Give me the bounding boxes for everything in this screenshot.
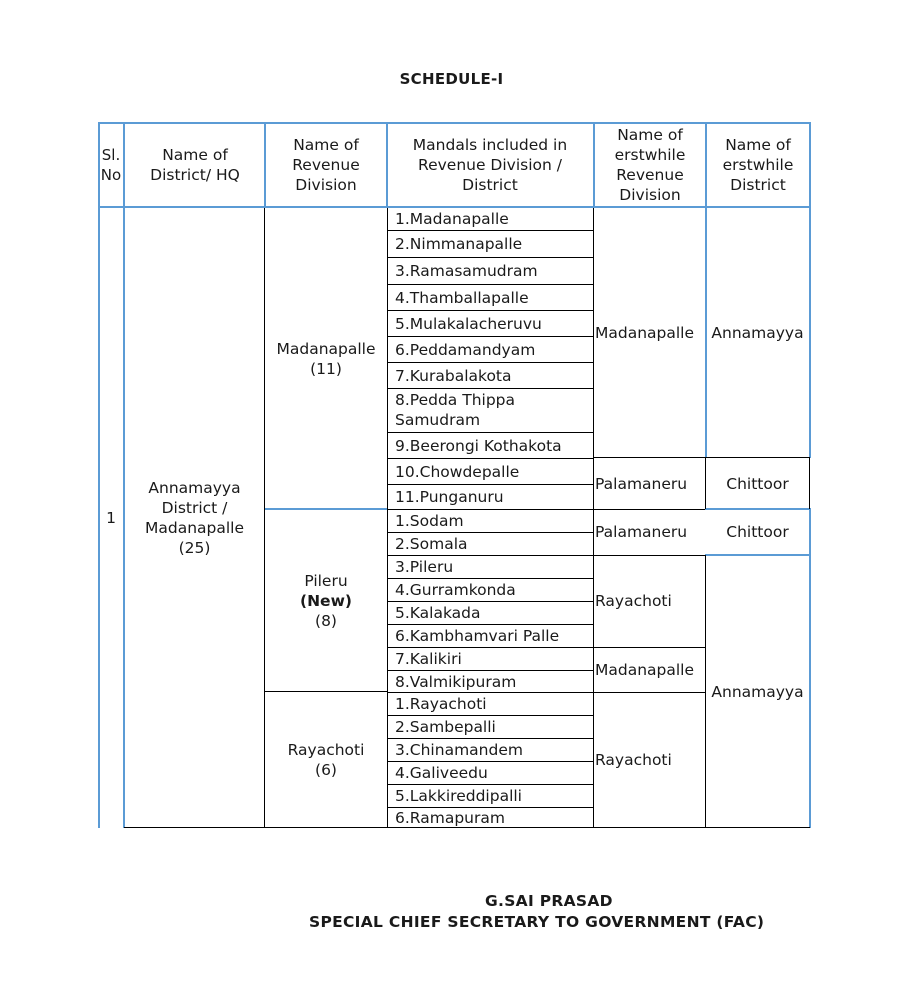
header-mandals: Mandals included in Revenue Division / District xyxy=(412,136,568,194)
mandal-item: 6.Kambhamvari Palle xyxy=(395,627,560,645)
table-border xyxy=(705,122,707,458)
district-hq: Madanapalle xyxy=(144,519,245,537)
division-count: (8) xyxy=(315,611,337,630)
mandal-item: 1.Madanapalle xyxy=(395,210,509,228)
header-district: Name of District/ HQ xyxy=(150,146,240,184)
table-border xyxy=(386,122,388,208)
mandal-item: 10.Chowdepalle xyxy=(395,462,520,481)
table-border xyxy=(593,457,810,458)
table-border xyxy=(265,508,387,510)
row-divider xyxy=(387,230,593,231)
erstwhile-division: Palamaneru xyxy=(595,474,688,493)
mandal-item: 5.Lakkireddipalli xyxy=(395,787,522,805)
table-border xyxy=(124,827,810,828)
table-border xyxy=(123,122,125,828)
mandal-item: 4.Galiveedu xyxy=(395,764,488,782)
table-border xyxy=(387,208,388,828)
mandal-item: 2.Sambepalli xyxy=(395,718,496,736)
row-divider xyxy=(387,257,593,258)
mandal-item: 11.Punganuru xyxy=(395,488,504,506)
erstwhile-division: Rayachoti xyxy=(595,751,672,769)
table-border xyxy=(593,647,705,648)
table-border xyxy=(264,208,265,828)
row-divider xyxy=(387,362,593,363)
row-divider xyxy=(387,509,593,510)
mandal-item: 7.Kurabalakota xyxy=(395,366,512,385)
row-divider xyxy=(387,624,593,625)
erstwhile-district: Chittoor xyxy=(726,474,789,493)
table-border xyxy=(593,122,595,208)
mandal-item: 7.Kalikiri xyxy=(395,650,462,668)
mandal-item: 3.Pileru xyxy=(395,558,454,576)
table-border xyxy=(809,458,810,509)
table-border xyxy=(593,692,705,693)
header-sl-no-a: Sl. xyxy=(101,146,121,164)
division-count: (11) xyxy=(310,359,342,378)
row-divider xyxy=(387,807,593,808)
division-rayachoti xyxy=(265,692,387,828)
row-divider xyxy=(387,284,593,285)
header-revenue-division: Name of Revenue Division xyxy=(292,136,360,194)
district-cell xyxy=(124,208,265,828)
erstwhile-division: Madanapalle xyxy=(595,324,695,342)
header-sl-no-b: No xyxy=(100,166,122,184)
row-divider xyxy=(387,601,593,602)
table-border xyxy=(593,555,705,556)
row-divider xyxy=(387,692,593,693)
table-border xyxy=(98,206,810,208)
mandal-item: 3.Ramasamudram xyxy=(395,262,538,280)
row-divider xyxy=(387,388,593,389)
mandal-item: 5.Mulakalacheruvu xyxy=(395,314,542,333)
mandal-item: 8.Pedda Thippa Samudram xyxy=(395,391,515,429)
mandal-item: 8.Valmikipuram xyxy=(395,672,517,691)
row-divider xyxy=(387,484,593,485)
table-border xyxy=(593,208,594,828)
erstwhile-division: Rayachoti xyxy=(595,592,672,610)
table-border xyxy=(809,122,811,458)
division-new-label: (New) xyxy=(300,591,352,610)
mandal-item: 6.Ramapuram xyxy=(395,809,505,827)
row-divider xyxy=(387,715,593,716)
row-divider xyxy=(387,336,593,337)
mandal-item: 3.Chinamandem xyxy=(395,741,523,759)
mandal-item: 1.Sodam xyxy=(395,512,464,530)
table-border xyxy=(705,555,706,828)
row-divider xyxy=(387,432,593,433)
row-divider xyxy=(387,532,593,533)
division-pileru xyxy=(265,509,387,692)
erstwhile-district: Annamayya xyxy=(711,682,804,701)
table-border xyxy=(705,554,810,556)
table-border xyxy=(98,122,100,828)
table-border xyxy=(705,508,810,510)
division-count: (6) xyxy=(315,761,337,779)
header-erstwhile-district: Name of erstwhile District xyxy=(722,136,794,194)
table-border xyxy=(98,122,810,124)
row-divider xyxy=(387,458,593,459)
mandal-item: 2.Nimmanapalle xyxy=(395,235,523,253)
mandal-item: 2.Somala xyxy=(395,535,468,553)
table-border xyxy=(265,691,387,692)
table-border xyxy=(264,122,266,208)
document-title: SCHEDULE-I xyxy=(399,70,504,88)
mandal-item: 4.Thamballapalle xyxy=(395,288,529,307)
signatory-name: G.SAI PRASAD xyxy=(485,892,613,910)
mandal-item: 5.Kalakada xyxy=(395,604,481,622)
table-border xyxy=(809,508,811,828)
division-name: Madanapalle xyxy=(276,339,376,358)
mandal-item: 9.Beerongi Kothakota xyxy=(395,436,562,455)
row-divider xyxy=(387,647,593,648)
division-name: Rayachoti xyxy=(287,741,365,759)
erstwhile-district: Chittoor xyxy=(726,523,789,541)
row-sl-no: 1 xyxy=(106,509,116,527)
division-madanapalle xyxy=(265,208,387,509)
mandal-item: 1.Rayachoti xyxy=(395,695,487,713)
district-label: District / xyxy=(161,499,228,517)
signatory-title: SPECIAL CHIEF SECRETARY TO GOVERNMENT (FAC) xyxy=(309,913,765,931)
district-name: Annamayya xyxy=(148,479,241,497)
row-divider xyxy=(387,761,593,762)
header-sl-no xyxy=(98,123,124,207)
district-count: (25) xyxy=(178,539,211,557)
row-divider xyxy=(387,555,593,556)
mandal-item: 4.Gurramkonda xyxy=(395,581,516,599)
erstwhile-division: Madanapalle xyxy=(595,660,695,679)
division-name: Pileru xyxy=(304,571,348,590)
table-border xyxy=(705,458,706,509)
row-divider xyxy=(387,578,593,579)
header-erstwhile-division: Name of erstwhile Revenue Division xyxy=(614,126,686,204)
table-border xyxy=(593,509,705,510)
row-divider xyxy=(387,670,593,671)
mandal-item: 6.Peddamandyam xyxy=(395,340,536,359)
row-divider xyxy=(387,738,593,739)
row-divider xyxy=(387,784,593,785)
erstwhile-district: Annamayya xyxy=(711,324,804,342)
erstwhile-division: Palamaneru xyxy=(595,523,688,541)
row-divider xyxy=(387,310,593,311)
